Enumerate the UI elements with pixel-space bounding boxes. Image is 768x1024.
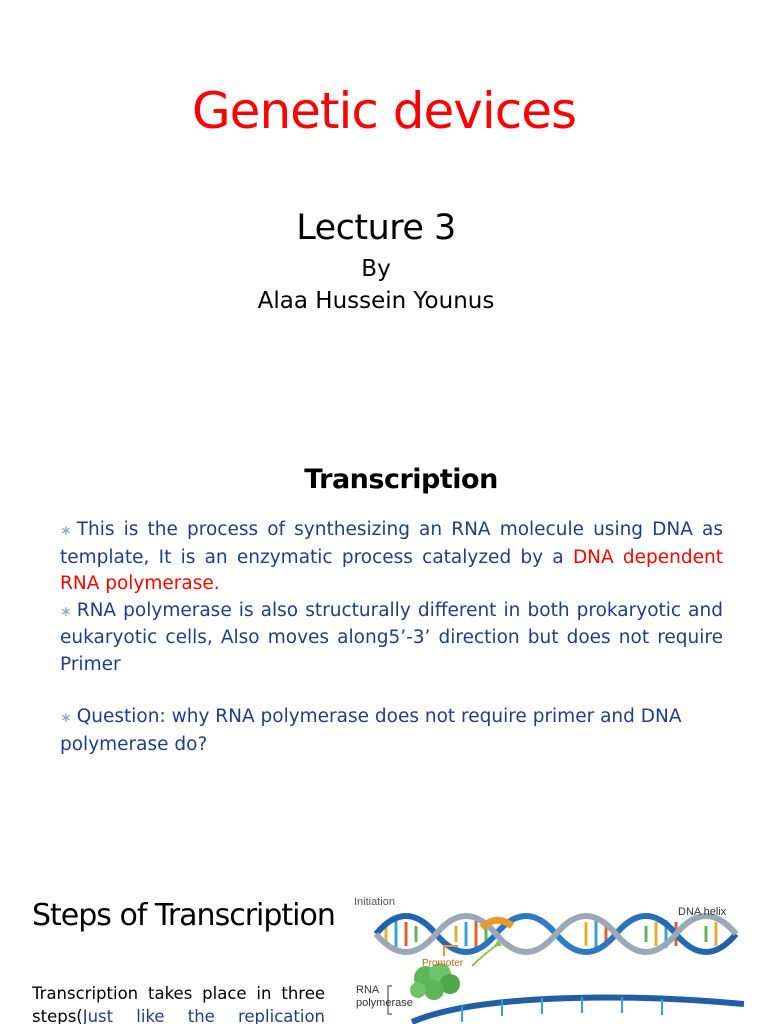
steps-text: Transcription takes place in three steps( [32,984,325,1024]
bullet-star-icon: ∗ [60,710,72,726]
steps-title: Steps of Transcription [32,898,335,933]
bullet-star-icon: ∗ [60,603,72,620]
dna-helix-label: DNA helix [678,906,727,918]
helix-strand-b [376,916,736,952]
section-title: Transcription [304,464,498,495]
transcription-diagram [352,896,744,1024]
steps-slide [0,880,768,1024]
author-name: Alaa Hussein Younus [257,288,495,314]
promoter-label: Promoter [422,958,464,969]
bullet-text: This is the process of synthesizing an RNA molecule using DNA as template, It is an enzymatic process catalyzed by a [60,519,723,568]
initiation-label: Initiation [354,896,395,908]
by-label: By [361,256,391,282]
title-slide [0,0,768,400]
bullet-highlight: DNA dependent RNA polymerase. [60,546,723,594]
bullet-item-structure [60,598,723,679]
bullet-text: Question: why RNA polymerase does not require primer and DNA polymerase do? [60,706,682,755]
lecture-number: Lecture 3 [296,208,456,248]
slide-title: Genetic devices [191,82,577,140]
transcription-slide [0,440,768,860]
rna-polymerase-label: RNA polymerase [356,984,413,1009]
bullet-star-icon: ∗ [60,523,72,539]
bullet-list [60,517,723,758]
steps-body [32,982,325,1024]
bullet-text: RNA polymerase is also structurally different in both prokaryotic and eukaryotic cells, Also moves along5’-3’ direction but does not require Primer [60,599,723,675]
bullet-item-question [60,704,723,758]
promoter-region [482,920,512,928]
bullet-item-definition [60,517,723,598]
steps-highlight: Just like the replication [82,1007,325,1024]
